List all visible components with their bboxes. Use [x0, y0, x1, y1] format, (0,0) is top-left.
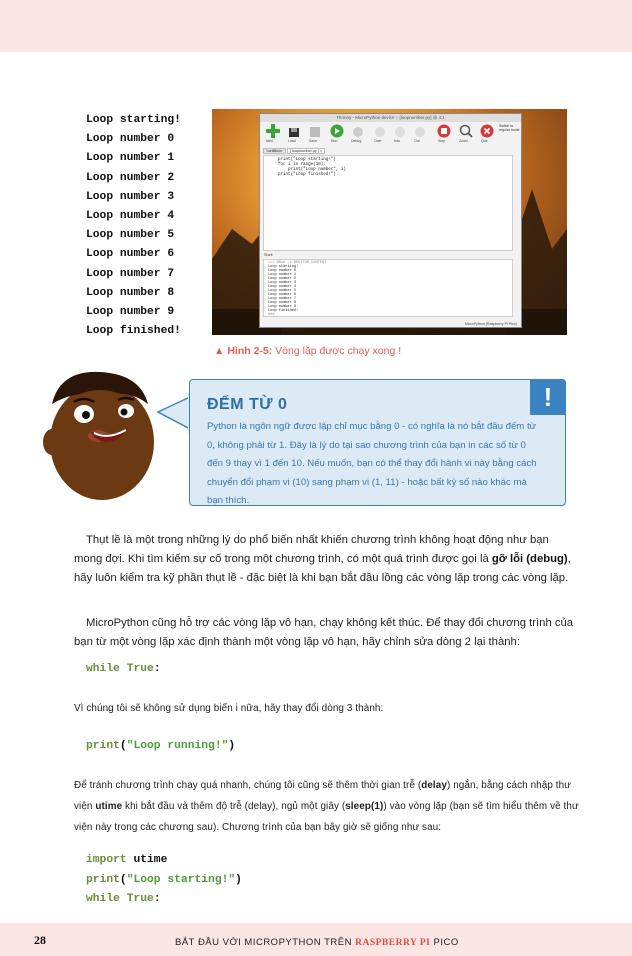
debug-icon[interactable]: [352, 125, 364, 137]
code-text: utime: [126, 854, 168, 866]
text-span: Để tránh chương trình chạy quá nhanh, chúng tôi cũng sẽ thêm thời gian trễ (: [74, 780, 422, 791]
footer-text: BẮT ĐẦU VỚI MICROPYTHON TRÊN: [175, 937, 356, 948]
toolbar-label: Run: [331, 139, 338, 143]
output-line: Loop finished!: [86, 325, 181, 338]
toolbar-label: Into: [394, 139, 400, 143]
toolbar-label: Over: [374, 139, 382, 143]
step-out-icon[interactable]: [414, 125, 426, 137]
code-keyword: while: [86, 663, 120, 675]
text-span: ) ngắn, bằng cách nhập thư viện: [74, 780, 571, 812]
code-punct: :: [153, 893, 161, 905]
shell-line: Loop number 3: [268, 281, 297, 285]
output-line: Loop number 2: [86, 171, 175, 184]
code-line: [86, 851, 242, 871]
figure-caption: [214, 345, 401, 357]
caption-label: Hình 2-5:: [227, 345, 273, 357]
output-line: Loop number 3: [86, 190, 175, 203]
step-over-icon[interactable]: [374, 125, 386, 137]
callout-text: Python là ngôn ngữ được lập chỉ mục bằng 0 - có nghĩa là nó bắt đầu đếm từ 0, không phải từ 1. Đây là lý do tại sao chương trình của bạn in các số từ 0 đến 9 thay vì 1 đến 10. Nếu muốn, bạn có thể thay đổi hành vi này bằng cách chuyển đổi phạm vi (10) sang phạm vi (1, 11) - hoặc bất kỳ số nào khác mà bạn thích.: [207, 421, 537, 507]
shell-line: Loop number 7: [268, 297, 297, 301]
output-line: Loop number 5: [86, 229, 175, 242]
output-line: Loop number 6: [86, 248, 175, 261]
code-snippet-while: [86, 660, 161, 680]
caption-text: Vòng lặp được chạy xong !: [272, 345, 402, 357]
code-keyword: True: [126, 893, 154, 905]
shell-line: Loop number 5: [268, 289, 297, 293]
output-line: Loop number 7: [86, 267, 175, 280]
shell-line: Loop number 8: [268, 301, 297, 305]
code-punct: ): [228, 740, 236, 752]
paragraph-infinite-loop: MicroPython cũng hỗ trợ các vòng lặp vô hạn, chạy không kết thúc. Để thay đổi chương trình của bạn từ một vòng lặp xác định thành một vòng lặp vô hạn, hãy chỉnh sửa dòng 2 lại thành:: [74, 617, 574, 649]
paragraph-change-line3: Vì chúng tôi sẽ không sử dụng biến i nữa, hãy thay đổi dòng 3 thành:: [74, 703, 384, 714]
zoom-icon[interactable]: [459, 124, 473, 138]
shell-line: Loop starting!: [268, 265, 299, 269]
text-span: Thụt lề là một trong những lý do phổ biến nhất khiến chương trình không hoạt động như bạn mong đợi. Khi tìm kiếm sự cố trong một chương trình, có một quá trình được gọi là: [74, 534, 549, 566]
shell-label: Shell: [264, 253, 273, 257]
toolbar: [264, 124, 520, 146]
toolbar-label: Out: [414, 139, 420, 143]
exclamation-icon: !: [530, 379, 566, 415]
shell-line: Loop number 0: [268, 269, 297, 273]
bold-term: delay: [421, 780, 447, 791]
toolbar-label: Quit: [481, 139, 488, 143]
editor-line: print("Loop starting!"): [278, 158, 336, 162]
text-span: khi bắt đầu và thêm độ trễ (delay), ngủ một giây (: [122, 801, 346, 812]
code-string: "Loop running!": [126, 740, 229, 752]
code-keyword: import: [86, 854, 127, 866]
bold-term: sleep(1): [345, 801, 384, 812]
shell-line: Loop number 9: [268, 305, 297, 309]
window-titlebar: Thonny - MicroPython device :: [loopnumber.py] @ 4:1: [260, 114, 521, 122]
switch-mode-link[interactable]: Switch to regular mode: [499, 124, 520, 132]
text-span: ) vào vòng lặp (bạn sẽ tìm hiểu thêm về thư viện này trong các chương sau). Chương trình của bạn bây giờ sẽ giống như sau:: [74, 801, 579, 833]
code-keyword: while: [86, 893, 120, 905]
code-punct: (: [119, 873, 127, 886]
code-string: "Loop starting!": [126, 873, 236, 886]
load-icon[interactable]: [288, 125, 300, 137]
run-icon[interactable]: [330, 124, 344, 138]
running-footer: [175, 937, 459, 948]
paragraph-delay: [74, 775, 579, 838]
tip-callout-box: [189, 379, 566, 506]
code-snippet-program: [86, 851, 242, 910]
toolbar-label: Zoom: [459, 139, 468, 143]
code-keyword: True: [126, 663, 154, 675]
new-icon[interactable]: [266, 124, 280, 138]
code-line: [86, 871, 242, 891]
shell-line: Loop number 4: [268, 285, 297, 289]
cartoon-character-illustration: [40, 364, 200, 514]
figure-thonny-screenshot: [212, 109, 567, 335]
code-snippet-print: [86, 737, 235, 757]
code-punct: :: [153, 663, 161, 675]
code-editor[interactable]: [263, 155, 513, 251]
output-line: Loop number 4: [86, 210, 175, 223]
text-span: , hãy luôn kiểm tra kỹ phần thụt lề - đặc biệt là khi bạn bắt đầu lồng các vòng lặp trong các vòng lặp.: [74, 553, 571, 585]
paragraph-indentation: [74, 531, 576, 589]
toolbar-label: Debug: [351, 139, 362, 143]
quit-icon[interactable]: [480, 124, 494, 138]
shell-line: Loop number 2: [268, 277, 297, 281]
shell-panel[interactable]: [263, 259, 513, 317]
thonny-window: [259, 113, 522, 328]
toolbar-label: New: [266, 139, 274, 143]
shell-line: Loop finished!: [268, 309, 299, 313]
editor-tabs: [263, 148, 325, 155]
output-line: Loop number 1: [86, 152, 175, 165]
shell-line: Loop number 6: [268, 293, 297, 297]
footer-text: PICO: [430, 937, 459, 948]
toolbar-label: Save: [309, 139, 317, 143]
status-bar: MicroPython (Raspberry Pi Pico): [464, 322, 517, 326]
output-line: Loop starting!: [86, 114, 181, 126]
stop-icon[interactable]: [437, 124, 451, 138]
program-output-listing: [86, 111, 181, 341]
code-punct: (: [119, 740, 127, 752]
bold-term: utime: [95, 801, 123, 812]
shell-line: Loop number 1: [268, 273, 297, 277]
editor-line: print("Loop number", i): [278, 168, 346, 172]
output-line: Loop number 9: [86, 306, 175, 319]
bold-term: gỡ lỗi (debug): [491, 553, 568, 566]
tab-loopnumber[interactable]: [ loopnumber.py ] ×: [287, 148, 325, 154]
save-icon[interactable]: [309, 125, 321, 137]
toolbar-label: Load: [288, 139, 296, 143]
shell-line: >>> %Run -c $EDITOR_CONTENT: [268, 261, 327, 265]
code-line: [86, 890, 242, 910]
editor-line: for i in range(10):: [278, 163, 326, 167]
shell-line: >>>: [268, 313, 275, 317]
tab-untitled[interactable]: <untitled>: [263, 148, 286, 154]
callout-title: ĐẾM TỪ 0: [207, 396, 288, 413]
output-line: Loop number 8: [86, 286, 175, 299]
top-band: [0, 0, 632, 52]
code-function: print: [86, 873, 120, 886]
step-into-icon[interactable]: [394, 125, 406, 137]
output-line: Loop number 0: [86, 133, 175, 146]
page-number: 28: [34, 933, 46, 947]
footer-brand: RASPBERRY PI: [355, 938, 431, 948]
editor-line: print("Loop finished!"): [278, 173, 336, 177]
code-function: print: [86, 740, 120, 752]
code-punct: ): [235, 873, 242, 886]
toolbar-label: Stop: [438, 139, 446, 143]
caption-arrow-icon: ▲: [214, 345, 225, 357]
